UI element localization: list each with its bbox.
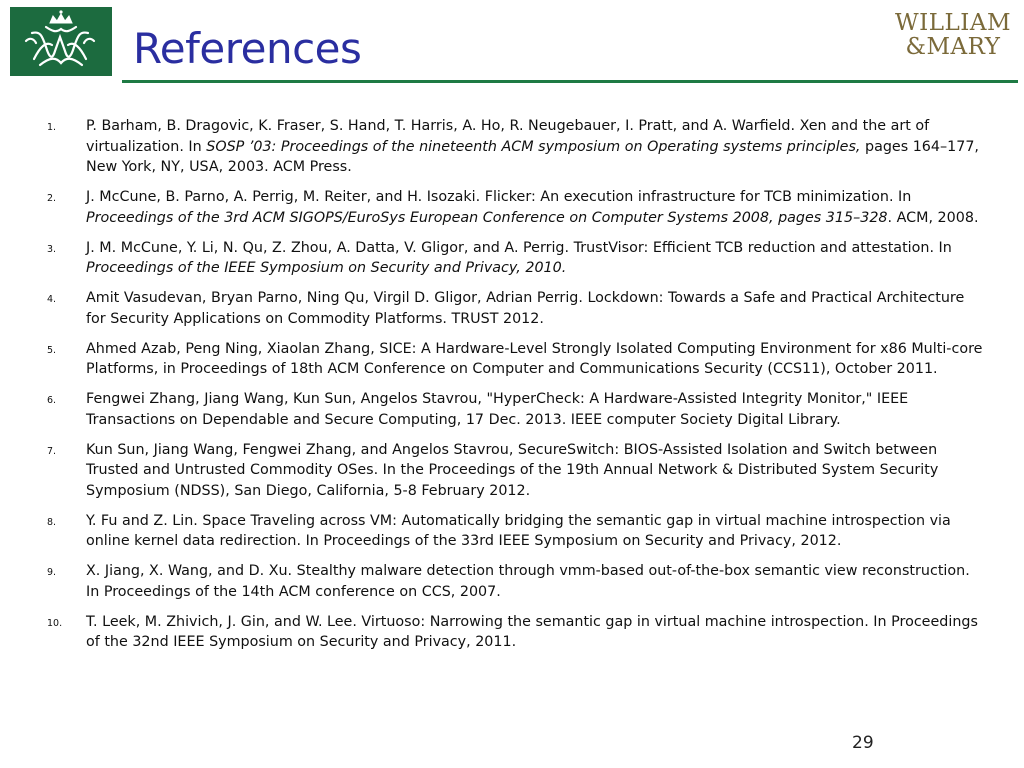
william-mary-wordmark	[890, 12, 1016, 68]
reference-list	[0, 116, 1024, 662]
header-divider	[122, 80, 1018, 83]
reference-item	[0, 238, 1024, 279]
reference-text: T. Leek, M. Zhivich, J. Gin, and W. Lee. Virtuoso: Narrowing the semantic gap in virtual machine introspection. In Proceedings of the 32nd IEEE Symposium on Security and Privacy, 2011.	[86, 613, 978, 650]
reference-number: 8.	[47, 516, 57, 528]
brand-line-1: WILLIAM	[894, 10, 1012, 36]
reference-number: 7.	[47, 445, 57, 457]
reference-tail: . ACM, 2008.	[887, 209, 979, 226]
reference-item	[0, 561, 1024, 602]
reference-item	[0, 612, 1024, 653]
wm-cypher-logo	[10, 7, 112, 76]
reference-item	[0, 440, 1024, 502]
reference-venue: Proceedings of the IEEE Symposium on Security and Privacy, 2010.	[86, 260, 567, 276]
reference-text: X. Jiang, X. Wang, and D. Xu. Stealthy malware detection through vmm-based out-of-the-box semantic view reconstruction. In Proceedings of the 14th ACM conference on CCS, 2007.	[86, 563, 970, 600]
crown-cypher-icon	[10, 7, 112, 76]
reference-number: 5.	[47, 344, 57, 356]
reference-number: 3.	[47, 243, 57, 255]
reference-text: Fengwei Zhang, Jiang Wang, Kun Sun, Angelos Stavrou, "HyperCheck: A Hardware-Assisted Integrity Monitor," IEEE Transactions on Dependable and Secure Computing, 17 Dec. 2013. IEEE computer Society Digital Library.	[86, 391, 909, 428]
reference-venue: Proceedings of the 3rd ACM SIGOPS/EuroSys European Conference on Computer Systems 2008, pages 315–328	[86, 209, 888, 226]
reference-item	[0, 116, 1024, 178]
page-title: References	[133, 24, 362, 73]
reference-tail: pages 164–177, New York, NY, USA, 2003. ACM Press.	[86, 138, 979, 175]
reference-text: J. M. McCune, Y. Li, N. Qu, Z. Zhou, A. Datta, V. Gligor, and A. Perrig. TrustVisor: Efficient TCB reduction and attestation. In	[86, 239, 952, 256]
reference-number: 9.	[47, 567, 57, 578]
reference-text: Ahmed Azab, Peng Ning, Xiaolan Zhang, SICE: A Hardware-Level Strongly Isolated Computing Environment for x86 Multi-core Platforms, in Proceedings of 18th ACM Conference on Computer and Communications Security (CCS11), October 2011.	[86, 340, 983, 377]
reference-number: 2.	[47, 193, 57, 204]
reference-text: Y. Fu and Z. Lin. Space Traveling across VM: Automatically bridging the semantic gap in virtual machine introspection via online kernel data redirection. In Proceedings of the 33rd IEEE Symposium on Security and Privacy, 2012.	[86, 512, 951, 549]
reference-item	[0, 511, 1024, 552]
reference-item	[0, 339, 1024, 380]
brand-line-2: &MARY	[905, 34, 1001, 60]
reference-number: 10.	[47, 617, 63, 629]
reference-number: 6.	[47, 395, 57, 406]
reference-text: J. McCune, B. Parno, A. Perrig, M. Reiter, and H. Isozaki. Flicker: An execution infrastructure for TCB minimization. In	[86, 189, 912, 205]
reference-item	[0, 187, 1024, 228]
page-number: 29	[852, 733, 874, 753]
reference-number: 1.	[47, 122, 57, 133]
reference-number: 4.	[47, 294, 57, 305]
reference-venue: SOSP ’03: Proceedings of the nineteenth ACM symposium on Operating systems principles,	[206, 138, 861, 155]
reference-item	[0, 389, 1024, 430]
reference-text: Amit Vasudevan, Bryan Parno, Ning Qu, Virgil D. Gligor, Adrian Perrig. Lockdown: Towards a Safe and Practical Architecture for Security Applications on Commodity Platforms. TRUST 2012.	[86, 290, 965, 327]
reference-text: P. Barham, B. Dragovic, K. Fraser, S. Hand, T. Harris, A. Ho, R. Neugebauer, I. Pratt, and A. Warfield. Xen and the art of virtualization. In	[86, 118, 930, 155]
reference-item	[0, 288, 1024, 329]
reference-text: Kun Sun, Jiang Wang, Fengwei Zhang, and Angelos Stavrou, SecureSwitch: BIOS-Assisted Isolation and Switch between Trusted and Untrusted Commodity OSes. In the Proceedings of the 19th Annual Network & Distributed System Security Symposium (NDSS), San Diego, California, 5-8 February 2012.	[86, 441, 939, 499]
